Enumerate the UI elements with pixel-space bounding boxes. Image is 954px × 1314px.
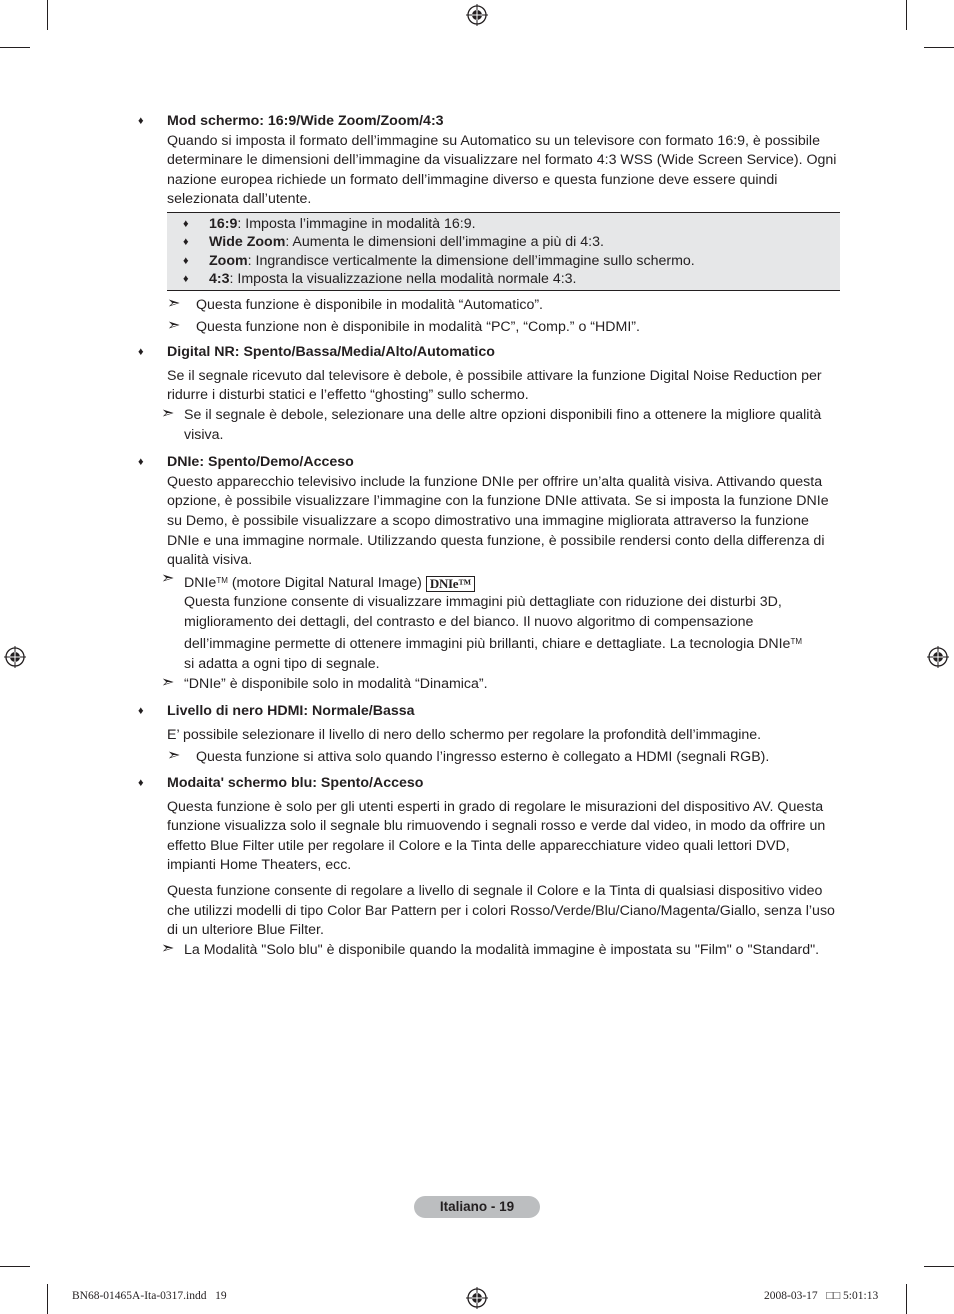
option-row <box>167 233 840 252</box>
page-number-badge: Italiano - 19 <box>414 1196 540 1218</box>
option-text: : Ingrandisce verticalmente la dimensione dell’immagine sullo schermo. <box>247 252 695 269</box>
crop-mark <box>0 47 30 48</box>
section-title: Modaita' schermo blu: Spento/Acceso <box>167 775 424 792</box>
diamond-bullet-icon: ♦ <box>183 236 189 249</box>
note-text: Questa funzione è disponibile in modalità “Automatico”. <box>196 296 543 313</box>
option-row <box>167 215 840 234</box>
crop-mark <box>906 1284 907 1314</box>
crop-mark <box>47 0 48 30</box>
note-text: “DNIe” è disponibile solo in modalità “Dinamica”. <box>184 675 488 692</box>
note-dnie-text-end: si adatta a ogni tipo di segnale. <box>184 656 380 673</box>
section-title: DNIe: Spento/Demo/Acceso <box>167 454 354 471</box>
dnie-logo-badge: DNIe™ <box>426 576 475 592</box>
section-body-2: Questa funzione consente di regolare a livello di segnale il Colore e la Tinta di qualsiasi dispositivo video che utilizzi modelli di tipo Color Bar Pattern per i colori Rosso/Verde/Blu/Ciano/Magenta/Giallo, senza l’uso di un ulteriore Blue Filter. <box>167 883 835 939</box>
section-schermo-blu <box>138 774 840 960</box>
option-label: 16:9 <box>209 215 238 232</box>
note-arrow-icon: ➣ <box>167 294 181 312</box>
diamond-bullet-icon: ♦ <box>183 273 189 286</box>
note <box>167 296 840 316</box>
section-mod-schermo <box>138 112 840 337</box>
crop-mark <box>924 47 954 48</box>
note <box>161 675 840 695</box>
note-arrow-icon: ➣ <box>161 673 175 691</box>
section-body: Questo apparecchio televisivo include la funzione DNIe per offrire un’alta qualità visiva. Attivando questa opzione, è possibile visualizzare l’immagine con la funzione DNIe attivata. Se si imposta la funzione DNIe su Demo, è possibile visualizzare a scopo dimostrativo una immagine migliorata attraverso la funzione DNIe e una immagine normale. Utilizzando questa funzione, è possibile rendersi conto della differenza di qualità visiva. <box>167 473 829 569</box>
section-dnie <box>138 453 840 694</box>
note <box>167 748 840 768</box>
registration-mark-icon <box>927 646 949 668</box>
diamond-bullet-icon: ♦ <box>183 254 189 267</box>
note <box>161 941 840 961</box>
option-label: 4:3 <box>209 271 230 288</box>
note-text: Se il segnale è debole, selezionare una delle altre opzioni disponibili fino a ottenere la migliore qualità visiva. <box>184 406 822 443</box>
section-title: Digital NR: Spento/Bassa/Media/Alto/Automatico <box>167 344 495 361</box>
crop-mark <box>47 1284 48 1314</box>
crop-mark <box>0 1266 30 1267</box>
section-body: Questa funzione è solo per gli utenti esperti in grado di regolare le misurazioni del dispositivo AV. Questa funzione visualizza solo il segnale blu rimuovendo i segnali rosso e verde dal video, in modo da offrire un effetto Blue Filter utile per regolare il Colore e la Tinta delle apparecchiature video quali lettori DVD, impianti Home Theaters, ecc. <box>167 798 826 874</box>
note-arrow-icon: ➣ <box>161 939 175 957</box>
registration-mark-icon <box>466 4 488 26</box>
diamond-bullet-icon: ♦ <box>183 217 189 230</box>
option-label: Zoom <box>209 252 248 269</box>
option-text: : Aumenta le dimensioni dell’immagine a più di 4:3. <box>285 234 604 251</box>
note-text: Questa funzione non è disponibile in modalità “PC”, “Comp.” o “HDMI”. <box>196 318 640 335</box>
trademark-mark: TM <box>216 575 228 585</box>
note-dnie-suffix: (motore Digital Natural Image) <box>227 574 422 591</box>
registration-mark-icon <box>4 646 26 668</box>
section-digital-nr <box>138 343 840 445</box>
note-dnie-prefix: DNIe <box>184 574 217 591</box>
note-dnie <box>161 571 840 675</box>
section-title: Mod schermo: 16:9/Wide Zoom/Zoom/4:3 <box>167 113 444 129</box>
note-text: La Modalità "Solo blu" è disponibile quando la modalità immagine è impostata su "Film" o "Standard". <box>184 941 820 958</box>
diamond-bullet-icon: ♦ <box>138 777 144 790</box>
trademark-mark: TM <box>790 637 803 647</box>
section-body: Se il segnale ricevuto dal televisore è debole, è possibile attivare la funzione Digital Noise Reduction per ridurre i disturbi statici e l’effetto “ghosting” sullo schermo. <box>167 367 822 404</box>
note-arrow-icon: ➣ <box>167 747 181 765</box>
diamond-bullet-icon: ♦ <box>138 346 144 359</box>
diamond-bullet-icon: ♦ <box>138 705 144 718</box>
note-arrow-icon: ➣ <box>161 569 175 587</box>
print-slug-file: BN68-01465A-Ita-0317.indd 19 <box>72 1290 227 1302</box>
registration-mark-icon <box>466 1287 488 1309</box>
section-body: Quando si imposta il formato dell’immagine su Automatico su un televisore con formato 16:9, è possibile determinare le dimensioni dell’immagine da visualizzare nel formato 4:3 WSS (Wide Screen Service). Ogni nazione europea richiede un formato dell’immagine diverso e questa funzione deve essere quindi selezionata dall’utente. <box>167 132 837 208</box>
note-arrow-icon: ➣ <box>167 316 181 334</box>
option-label: Wide Zoom <box>209 234 286 251</box>
option-text: : Imposta la visualizzazione nella modalità normale 4:3. <box>229 271 577 288</box>
options-box <box>167 212 840 291</box>
page-content <box>138 112 840 960</box>
crop-mark <box>924 1266 954 1267</box>
option-text: : Imposta l’immagine in modalità 16:9. <box>237 215 476 232</box>
diamond-bullet-icon: ♦ <box>138 115 144 127</box>
note <box>167 318 840 338</box>
note-dnie-text: Questa funzione consente di visualizzare immagini più dettagliate con riduzione dei disturbi 3D, miglioramento dei dettagli, del contrasto e del bianco. Il nuovo algoritmo di compensazione dell’immagine permette di ottenere immagini più brillanti, chiare e dettagliate. La tecnologia DNIe <box>184 594 791 653</box>
note-arrow-icon: ➣ <box>161 404 175 422</box>
option-row <box>167 270 840 289</box>
section-body: E’ possibile selezionare il livello di nero dello schermo per regolare la profondità dell’immagine. <box>167 726 762 743</box>
crop-mark <box>906 0 907 30</box>
section-title: Livello di nero HDMI: Normale/Bassa <box>167 703 415 720</box>
section-livello-nero-hdmi <box>138 702 840 768</box>
note <box>161 406 840 445</box>
note-text: Questa funzione si attiva solo quando l’ingresso esterno è collegato a HDMI (segnali RGB). <box>196 749 770 766</box>
print-slug-date: 2008-03-17 □□ 5:01:13 <box>764 1290 879 1302</box>
diamond-bullet-icon: ♦ <box>138 456 144 469</box>
option-row <box>167 252 840 271</box>
